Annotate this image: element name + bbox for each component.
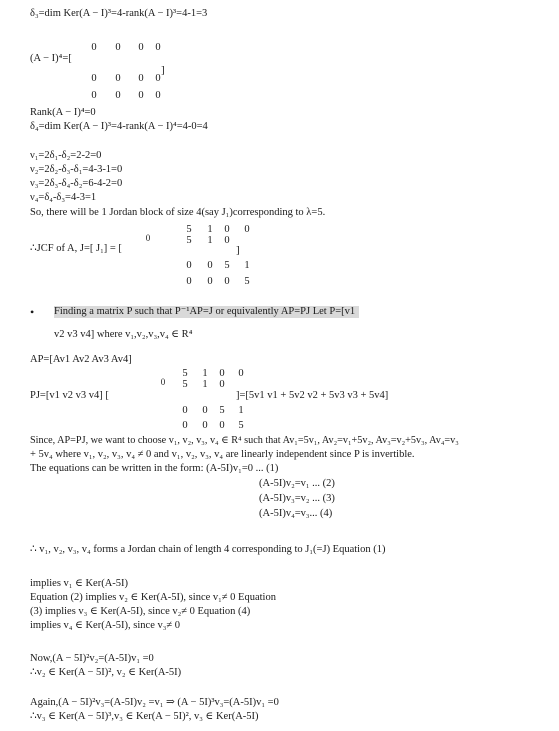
jordan-matrix-cell: 0 [224, 224, 230, 235]
nu2-line: ν₂=2δ₂-δ₃-δ₁=4-3-1=0 [30, 164, 123, 175]
pj-matrix-cell: 1 [202, 379, 208, 390]
zero-matrix-cell: 0 [91, 90, 97, 101]
zero-matrix-cell: 0 [91, 42, 97, 53]
rank-line: Rank(A − I)⁴=0 [30, 107, 96, 118]
jcf-label: ∴JCF of A, J=[ J₁] = [ [30, 243, 122, 254]
jordan-matrix-cell: 0 [207, 260, 213, 271]
again-line-1: Again,(A − 5I)²v₃=(A-5I)v₂ =v₁ ⇒ (A − 5I)³v₃=(A-5I)v₁ =0 [30, 697, 279, 708]
jordan-matrix-cell: 0 [186, 276, 192, 287]
jordan-matrix-cell: 0 [224, 235, 230, 246]
now-line-1: Now,(A − 5I)²v₂=(A-5I)v₁ =0 [30, 653, 154, 664]
pj-matrix-cell: 1 [238, 405, 244, 416]
finding-p-continuation: v2 v3 v4] where v₁,v₂,v₃,v₄ ∈ R⁴ [54, 329, 193, 340]
matrix-bracket: ] [236, 244, 240, 256]
since-line-1: Since, AP=PJ, we want to choose v₁, v₂, v₃, v₄ ∈ R⁴ such that Av₁=5v₁, Av₂=v₁+5v₂, Av₃=v₂+5v₃, Av₄=v₃ [30, 435, 459, 446]
jordan-matrix-cell: 1 [207, 224, 213, 235]
zero-matrix-cell: 0 [155, 90, 161, 101]
equation-3: (A-5I)v₃=v₂ ... (3) [259, 493, 335, 504]
zero-matrix-cell: 0 [91, 73, 97, 84]
jordan-matrix-cell: 0 [186, 260, 192, 271]
implies-line-2: Equation (2) implies v₂ ∈ Ker(A-5I), since v₁≠ 0 Equation [30, 592, 276, 603]
pj-matrix-cell: 0 [182, 420, 188, 431]
matrix-bracket: ] [161, 64, 165, 76]
pj-matrix-cell: 5 [182, 379, 188, 390]
again-line-2: ∴v₃ ∈ Ker(A − 5I)³,v₃ ∈ Ker(A − 5I)², v₃ ∈ Ker(A-5I) [30, 711, 259, 722]
jordan-matrix-cell: 0 [145, 233, 151, 243]
pj-matrix-cell: 0 [202, 405, 208, 416]
since-line-2: + 5v₄ where v₁, v₂, v₃, v₄ ≠ 0 and v₁, v₂, v₃, v₄ are linearly independent since P is invertible. [30, 449, 415, 460]
nu3-line: ν₃=2δ₃-δ₄-δ₂=6-4-2=0 [30, 178, 123, 189]
pj-matrix-cell: 0 [219, 379, 225, 390]
zero-matrix-cell: 0 [138, 90, 144, 101]
nu1-line: ν₁=2δ₁-δ₂=2-2=0 [30, 150, 102, 161]
equation-2: (A-5I)v₂=v₁ ... (2) [259, 478, 335, 489]
pj-matrix-cell: 0 [219, 420, 225, 431]
pj-matrix-cell: 0 [182, 405, 188, 416]
zero-matrix-cell: 0 [155, 42, 161, 53]
nu4-line: ν₄=δ₄-δ₃=4-3=1 [30, 192, 97, 203]
jordan-matrix-cell: 5 [244, 276, 250, 287]
matrix-power-label: (A − I)⁴=[ [30, 53, 72, 64]
pj-matrix-cell: 5 [219, 405, 225, 416]
zero-matrix-cell: 0 [138, 42, 144, 53]
now-line-2: ∴v₂ ∈ Ker(A − 5I)², v₂ ∈ Ker(A-5I) [30, 667, 182, 678]
pj-result: ]=[5v1 v1 + 5v2 v2 + 5v3 v3 + 5v4] [236, 390, 389, 401]
jordan-matrix-cell: 0 [244, 224, 250, 235]
jordan-matrix-cell: 1 [244, 260, 250, 271]
ap-line: AP=[Av1 Av2 Av3 Av4] [30, 354, 132, 365]
pj-matrix-cell: 0 [160, 377, 166, 387]
bullet-marker: • [30, 305, 35, 319]
finding-p-heading: Finding a matrix P such that P⁻¹AP=J or equivalently AP=PJ Let P=[v1 [54, 306, 359, 318]
jordan-block-sentence: So, there will be 1 Jordan block of size 4(say J₁)corresponding to λ=5. [30, 207, 326, 218]
pj-matrix-cell: 0 [238, 368, 244, 379]
jordan-matrix-cell: 0 [224, 276, 230, 287]
implies-line-1: implies v₁ ∈ Ker(A-5I) [30, 578, 129, 589]
pj-matrix-cell: 0 [202, 420, 208, 431]
zero-matrix-cell: 0 [155, 73, 161, 84]
jordan-matrix-cell: 5 [186, 224, 192, 235]
jordan-matrix-cell: 0 [207, 276, 213, 287]
jordan-matrix-cell: 1 [207, 235, 213, 246]
zero-matrix-cell: 0 [115, 42, 121, 53]
implies-line-4: implies v₄ ∈ Ker(A-5I), since v₃≠ 0 [30, 620, 181, 631]
jordan-chain-line: ∴ v₁, v₂, v₃, v₄ forms a Jordan chain of length 4 corresponding to J₁(=J) Equation (1) [30, 544, 386, 555]
since-line-3: The equations can be written in the form: (A-5I)v₁=0 ... (1) [30, 463, 279, 474]
implies-line-3: (3) implies v₃ ∈ Ker(A-5I), since v₂≠ 0 Equation (4) [30, 606, 251, 617]
delta3-line: δ₃=dim Ker(A − I)³=4-rank(A − I)³=4-1=3 [30, 8, 208, 19]
delta4-line: δ₄=dim Ker(A − I)³=4-rank(A − I)⁴=4-0=4 [30, 121, 208, 132]
pj-matrix-cell: 5 [238, 420, 244, 431]
pj-matrix-cell: 5 [182, 368, 188, 379]
pj-matrix-cell: 1 [202, 368, 208, 379]
zero-matrix-cell: 0 [138, 73, 144, 84]
equation-4: (A-5I)v₄=v₃... (4) [259, 508, 333, 519]
zero-matrix-cell: 0 [115, 90, 121, 101]
jordan-matrix-cell: 5 [186, 235, 192, 246]
pj-matrix-cell: 0 [219, 368, 225, 379]
pj-line: PJ=[v1 v2 v3 v4] [ [30, 390, 109, 401]
zero-matrix-cell: 0 [115, 73, 121, 84]
jordan-matrix-cell: 5 [224, 260, 230, 271]
